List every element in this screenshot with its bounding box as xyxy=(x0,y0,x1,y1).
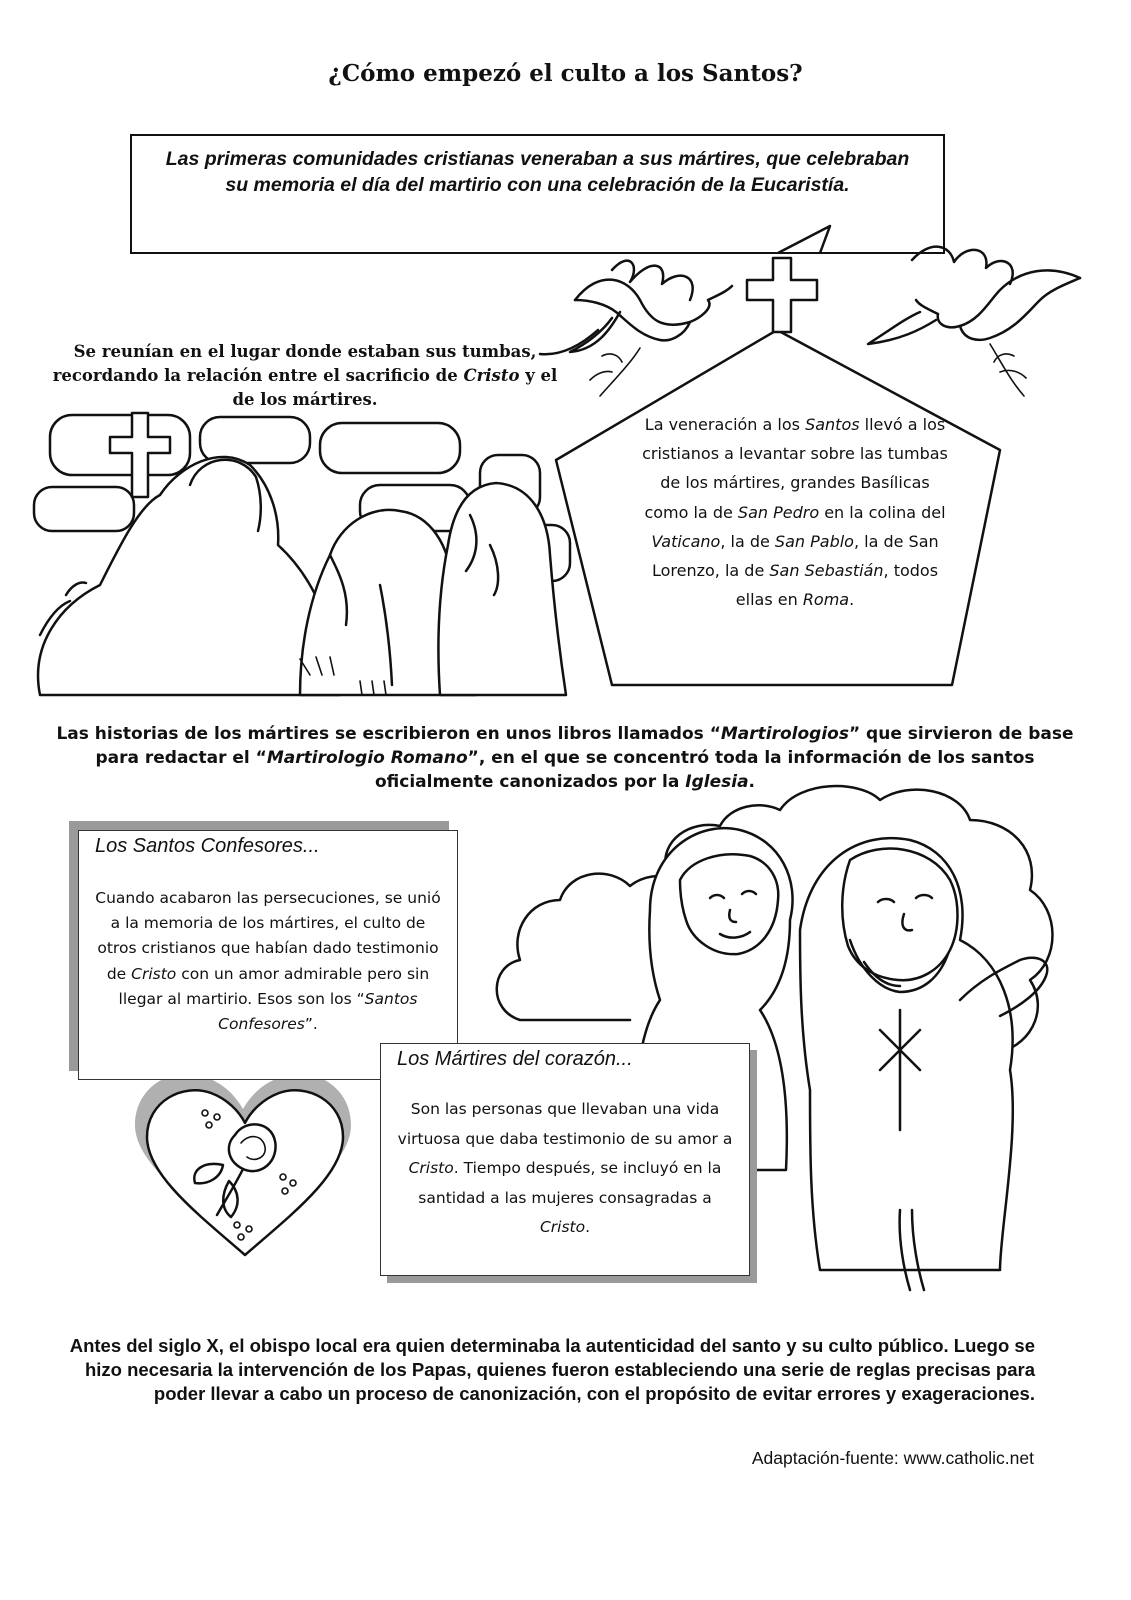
martires-corazon-box xyxy=(380,1043,750,1276)
martires-cristo-2: Cristo xyxy=(539,1218,586,1236)
canonization-text: Antes del siglo X, el obispo local era quien determinaba la autenticidad del santo y su culto público. Luego se hizo necesaria la intervención de los Papas, quienes fueron estableciendo una serie de reglas precisas para poder llevar a cabo un proceso de canonización, con el propósito de evitar errores y exageraciones. xyxy=(69,1335,1035,1404)
veneracion-roma: Roma xyxy=(802,590,850,610)
veneracion-san-sebastian: San Sebastián xyxy=(769,561,884,581)
confesores-text xyxy=(79,886,457,1037)
veneracion-text-3: en la colina del xyxy=(819,502,946,522)
intro-box: Las primeras comunidades cristianas veneraban a sus mártires, que celebraban su memoria el día del martirio con una celebración de la Eucaristía. xyxy=(130,134,945,254)
tomb-cross-icon xyxy=(110,413,170,497)
tomb-gathering-illustration xyxy=(0,395,620,715)
historias-text-1: Las historias de los mártires se escribieron en unos libros llamados “ xyxy=(56,724,721,744)
martires-corazon-text xyxy=(381,1095,749,1243)
confesores-text-2: con un amor admirable pero sin llegar al martirio. Esos son los “ xyxy=(118,964,430,1008)
confesores-cristo: Cristo xyxy=(131,964,177,983)
veneracion-text-5: , la de San Lorenzo, la de xyxy=(651,531,939,581)
historias-martirologios: Martirologios xyxy=(720,724,849,744)
reunian-text-2: y el de los mártires. xyxy=(232,366,558,409)
confesores-heading: Los Santos Confesores... xyxy=(95,835,320,857)
martires-cristo: Cristo xyxy=(408,1159,454,1177)
veneracion-san-pablo: San Pablo xyxy=(774,531,854,551)
veneracion-santos: Santos xyxy=(805,415,860,434)
veneracion-text-6: , todos ellas en xyxy=(735,561,939,610)
veneracion-vaticano: Vaticano xyxy=(651,531,721,551)
martires-corazon-heading: Los Mártires del corazón... xyxy=(397,1048,633,1070)
historias-text-4: . xyxy=(748,772,756,792)
confesores-text-1: Cuando acabaron las persecuciones, se unió a la memoria de los mártires, el culto de otros cristianos que habían dado testimonio de xyxy=(95,889,441,983)
historias-martirologio-romano: Martirologio Romano xyxy=(266,748,468,768)
veneracion-text-1: La veneración a los xyxy=(644,415,806,434)
confesores-santos-confesores: Santos Confesores xyxy=(218,989,418,1034)
dove-right-icon xyxy=(868,247,1080,396)
historias-text-2: ” que sirvieron de base para redactar el “ xyxy=(95,724,1074,768)
veneracion-text-2: llevó a los cristianos a levantar sobre las tumbas de los mártires, grandes Basílicas como la de xyxy=(642,415,948,522)
martires-text-3: . xyxy=(585,1218,591,1236)
reunian-text-1: Se reunían en el lugar donde estaban sus tumbas, recordando la relación entre el sacrificio de xyxy=(52,342,537,385)
cross-icon xyxy=(747,258,817,332)
veneration-text xyxy=(640,410,950,614)
source-credit: Adaptación-fuente: www.catholic.net xyxy=(751,1448,1034,1468)
tomb-gathering-text xyxy=(40,340,570,412)
martires-text-2: . Tiempo después, se incluyó en la santidad a las mujeres consagradas a xyxy=(418,1159,722,1207)
man-figure xyxy=(800,838,1013,1270)
reunian-cristo: Cristo xyxy=(463,366,520,385)
veneracion-text-4: , la de xyxy=(720,531,775,551)
veneracion-text-7: . xyxy=(849,590,855,610)
historias-text-3: ”, en el que se concentró toda la información de los santos oficialmente canonizados por la xyxy=(374,748,1035,792)
page-title: ¿Cómo empezó el culto a los Santos? xyxy=(328,60,803,87)
veneracion-san-pedro: San Pedro xyxy=(737,502,820,522)
martires-text-1: Son las personas que llevaban una vida virtuosa que daba testimonio de su amor a xyxy=(397,1100,733,1148)
confesores-text-3: ”. xyxy=(304,1015,318,1034)
heart-rose-illustration xyxy=(125,1065,385,1265)
historias-iglesia: Iglesia xyxy=(685,772,749,792)
